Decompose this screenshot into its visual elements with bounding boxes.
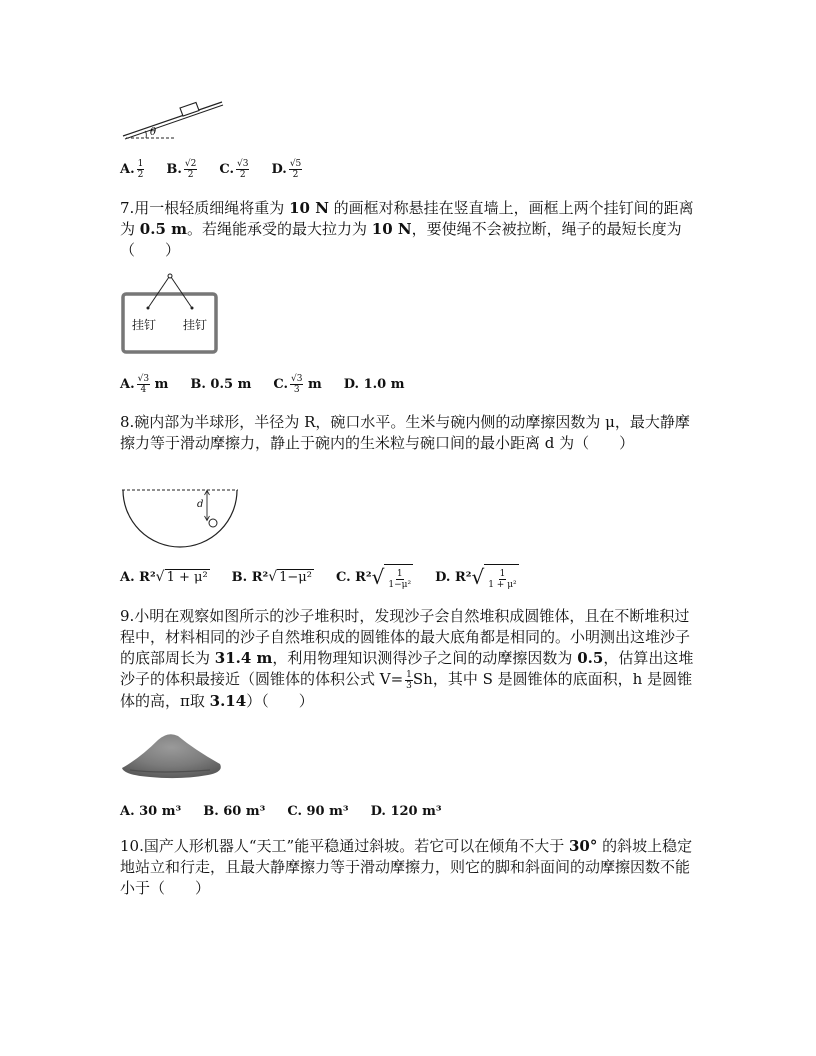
q9-options [120,804,464,819]
incline-plane [123,102,222,136]
nail-left [147,307,150,310]
q8-option-d[interactable]: D. R² √ $\frac{1}{\text{1 + μ²}}$ [435,565,517,590]
rice-grain [209,519,217,527]
q6-options [120,159,324,180]
q7-option-b[interactable]: B. 0.5 m [190,377,252,392]
q7-option-c[interactable]: C. $\frac{√3}{3}$ m [273,374,322,395]
q7-option-d[interactable]: D. 1.0 m [343,377,405,392]
nail-label-right: 挂钉 [183,318,208,332]
q9-option-b[interactable]: B. 60 m³ [203,804,266,819]
q8-question-text: 8.碗内部为半球形，半径为 R，碗口水平。生米与碗内侧的动摩擦因数为 μ，最大静摩擦力等于滑动摩擦力，静止于碗内的生米粒与碗口间的最小距离 d 为（ ） [120,413,690,452]
q6-option-a[interactable]: A. $\frac{1}{2}$ [120,159,144,180]
q9-question-text: 9.小明在观察如图所示的沙子堆积时，发现沙子会自然堆积成圆锥体，且在不断堆积过程中，材料相同的沙子自然堆积成的圆锥体的最大底角都是相同的。小明测出这堆沙子的底部周长为 31.4 m，利用物理知识测得沙子之间的动摩擦因数为 0.5，估算出这堆沙子的体积最接近（圆锥体的体积公式 V= $\frac{1}{3}$ Sh，其中 S 是圆锥体的底面积，h 是圆锥体的高，π取 3.14）（ ） [120,607,694,710]
q6-option-b[interactable]: B. $\frac{√2}{2}$ [166,159,197,180]
incline-plane-under [125,105,223,139]
q8-option-c[interactable]: C. R² √ $\frac{1}{\text{1−μ²}}$ [335,565,412,590]
sand-pile-image [120,728,224,780]
bowl-arc [123,490,237,547]
q7-question-text: 7.用一根轻质细绳将重为 10 N 的画框对称悬挂在竖直墙上，画框上两个挂钉间的距离为 0.5 m。若绳能承受的最大拉力为 10 N，要使绳不会被拉断，绳子的最短长度为（ ） [120,199,694,259]
q9-option-d[interactable]: D. 120 m³ [370,804,442,819]
q9-option-c[interactable]: C. 90 m³ [287,804,349,819]
q6-option-d[interactable]: D. $\frac{√5}{2}$ [271,159,302,180]
q8-option-b[interactable]: B. R² √ 1−μ² [231,569,312,585]
q8-option-a[interactable]: A. R² √ 1 + μ² [120,569,208,585]
q7-options [120,374,427,395]
nail-label-left: 挂钉 [132,318,157,332]
q8-options [120,564,541,590]
picture-frame-figure [120,270,220,356]
q10-question-text: 10.国产人形机器人“天工”能平稳通过斜坡。若它可以在倾角不大于 30° 的斜坡上稳定地站立和行走，且最大静摩擦力等于滑动摩擦力，则它的脚和斜面间的动摩擦因数不能小于（ ） [120,837,693,897]
frame-drawing [120,270,220,356]
angle-label: θ [150,127,157,138]
q7-option-a[interactable]: A. $\frac{√3}{4}$ m [120,374,169,395]
bowl-figure [120,485,240,550]
d-label: d [197,499,204,510]
nail-right [191,307,194,310]
bowl-drawing [120,485,240,550]
incline-figure [118,94,230,142]
q6-option-c[interactable]: C. $\frac{√3}{2}$ [219,159,249,180]
q9-option-a[interactable]: A. 30 m³ [120,804,182,819]
